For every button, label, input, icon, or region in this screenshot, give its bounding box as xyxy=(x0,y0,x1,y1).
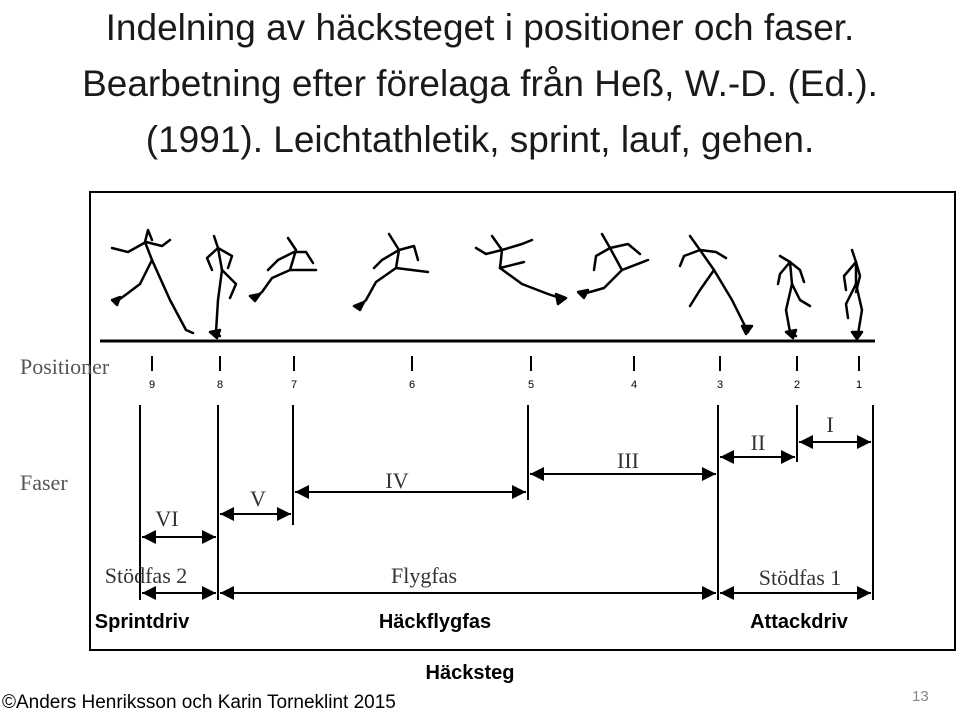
position-label-2: 2 xyxy=(793,379,801,391)
runner-figure-1 xyxy=(844,250,862,339)
support-phase-2-label: Stödfas 2 xyxy=(104,563,188,588)
runner-figure-9 xyxy=(112,230,193,333)
support-phase-1-label: Stödfas 1 xyxy=(758,565,842,590)
runner-figure-3 xyxy=(680,236,752,334)
position-label-6: 6 xyxy=(408,379,416,391)
position-label-7: 7 xyxy=(290,379,298,391)
page-number: 13 xyxy=(912,688,929,705)
flight-phase-label: Flygfas xyxy=(391,563,457,588)
runner-figures xyxy=(112,230,862,339)
title-line-2: Bearbetning efter förelaga från Heß, W.-D. (Ed.). xyxy=(82,63,878,104)
runner-figure-7 xyxy=(250,238,316,301)
runner-figure-5 xyxy=(476,236,566,304)
runner-figure-6 xyxy=(354,234,428,310)
position-label-8: 8 xyxy=(216,379,224,391)
phase-label-III: III xyxy=(617,448,639,473)
sprint-drive-label: Sprintdriv xyxy=(94,611,190,633)
position-label-4: 4 xyxy=(630,379,638,391)
runner-figure-4 xyxy=(578,234,648,298)
title-line-1: Indelning av häcksteget i positioner och faser. xyxy=(105,7,855,48)
attack-drive-label: Attackdriv xyxy=(750,611,848,633)
position-label-9: 9 xyxy=(148,379,156,391)
position-markers xyxy=(149,356,862,391)
phase-label-V: V xyxy=(250,486,266,511)
position-label-1: 1 xyxy=(855,379,863,391)
phase-label-I: I xyxy=(826,412,834,437)
position-label-3: 3 xyxy=(716,379,724,391)
runner-figure-2 xyxy=(778,256,810,338)
title-line-3: (1991). Leichtathletik, sprint, lauf, gehen. xyxy=(145,119,815,160)
phase-label-IV: IV xyxy=(385,468,409,493)
hurdle-flight-label: Häckflygfas xyxy=(378,611,492,633)
phases-label: Faser xyxy=(20,470,68,495)
phase-label-VI: VI xyxy=(155,506,179,531)
position-label-5: 5 xyxy=(527,379,535,391)
phase-label-II: II xyxy=(750,430,766,455)
copyright-credit: ©Anders Henriksson och Karin Torneklint 2015 xyxy=(2,692,396,713)
positions-label: Positioner xyxy=(20,354,110,379)
hurdle-step-label: Häcksteg xyxy=(425,662,515,684)
runner-figure-8 xyxy=(207,236,236,338)
